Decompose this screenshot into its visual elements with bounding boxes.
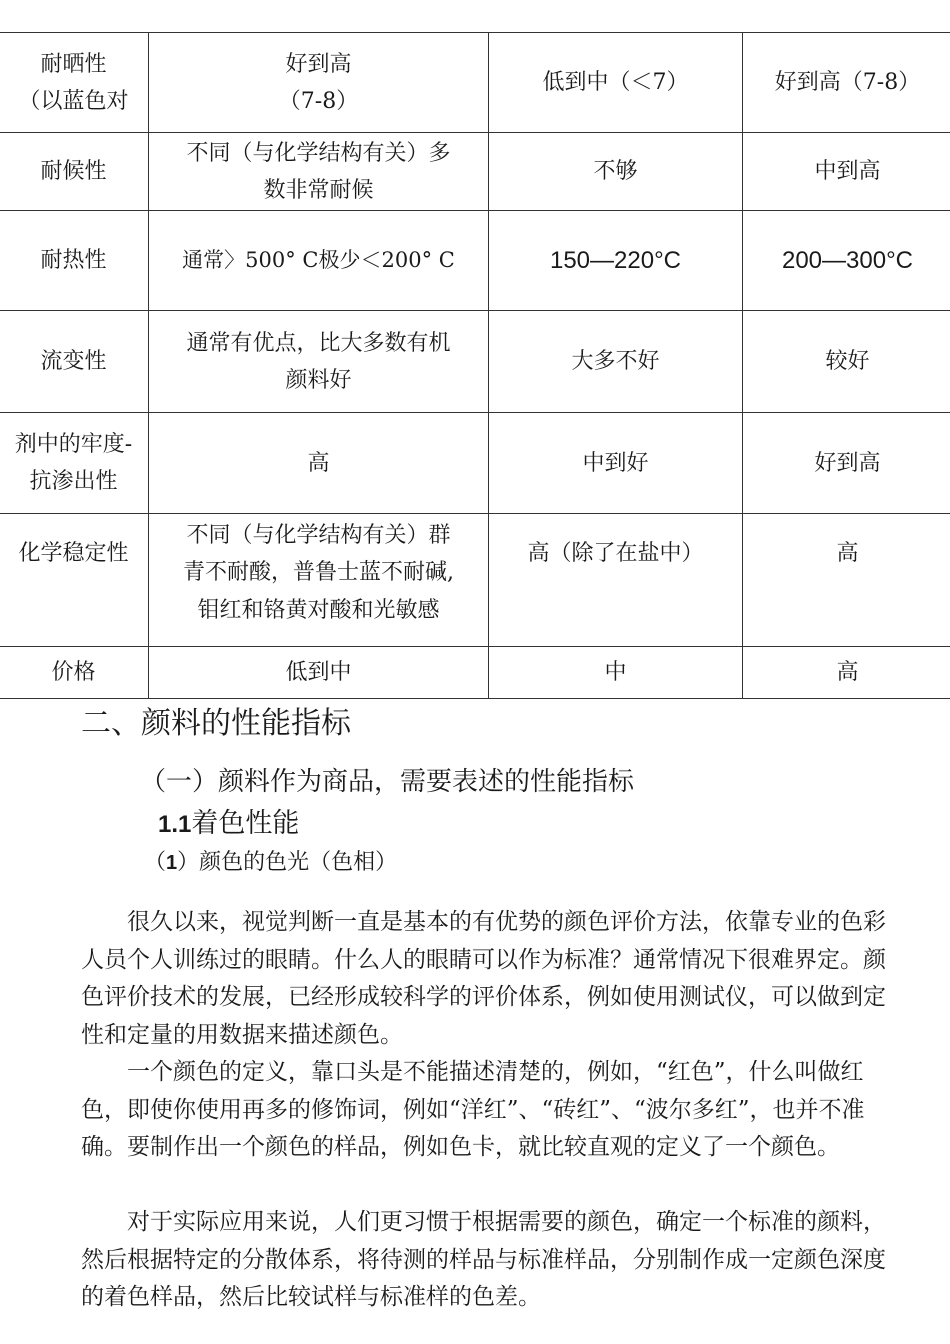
cell-line: 青不耐酸，普鲁士蓝不耐碱, [183, 559, 454, 585]
table-row-chemical-stability [0, 514, 950, 594]
row-label-empty [0, 594, 149, 647]
inorganic-value: 通常〉500° C极少＜200° C [149, 211, 489, 311]
row-label [0, 413, 149, 514]
item-heading [144, 846, 397, 880]
organic-value: 低到中（＜7） [489, 33, 743, 133]
row-label: 耐热性 [0, 211, 149, 311]
pigment-property-table [0, 32, 950, 699]
row-label: 价格 [0, 647, 149, 699]
table-row-price [0, 647, 950, 699]
organic-value: 不够 [489, 133, 743, 211]
organic-value: 大多不好 [489, 311, 743, 413]
sub-subsection-text: 着色性能 [191, 808, 300, 839]
cell-line: （7-8） [278, 88, 359, 114]
cell-line: 颜料好 [285, 367, 352, 393]
table-row-weather-resistance [0, 133, 950, 211]
cell-line: 好到高 [285, 51, 352, 77]
inorganic-value: 低到中 [149, 647, 489, 699]
organic-value: 中 [489, 647, 743, 699]
inorganic-value [149, 33, 489, 133]
inorganic-value-continued: 钼红和铬黄对酸和光敏感 [149, 594, 489, 647]
organic-value-empty [489, 594, 743, 647]
table-row-solvent-fastness [0, 413, 950, 514]
row-label-line: 剂中的牢度- [14, 432, 133, 457]
high-grade-value: 好到高 [743, 413, 950, 514]
row-label-line: （以蓝色对 [18, 88, 129, 114]
cell-line: 通常有优点，比大多数有机 [186, 330, 451, 356]
cell-line: 不同（与化学结构有关）多 [186, 140, 451, 166]
table-row-rheology [0, 311, 950, 413]
subsection-heading: （一）颜料作为商品，需要表述的性能指标 [140, 767, 635, 797]
row-label [0, 33, 149, 133]
row-label: 化学稳定性 [0, 514, 149, 594]
table-row-lightfastness [0, 33, 950, 133]
high-grade-value: 高 [743, 514, 950, 594]
item-text: ）颜色的色光（色相） [177, 850, 398, 875]
section-heading: 二、颜料的性能指标 [81, 706, 351, 741]
cell-line: 数非常耐候 [263, 177, 374, 203]
high-grade-value: 中到高 [743, 133, 950, 211]
body-paragraph: 对于实际应用来说，人们更习惯于根据需要的颜色，确定一个标准的颜料，然后根据特定的分散体系，将待测的样品与标准样品，分别制作成一定颜色深度的着色样品，然后比较试样与标准样的色差。 [81, 1209, 886, 1310]
cell-line: 不同（与化学结构有关）群 [186, 522, 451, 548]
body-paragraph: 一个颜色的定义，靠口头是不能描述清楚的，例如，“红色”，什么叫做红色，即使你使用再多的修饰词，例如“洋红”、“砖红”、“波尔多红”，也并不准确。要制作出一个颜色的样品，例如色卡，就比较直观的定义了一个颜色。 [81, 1059, 865, 1160]
row-label: 流变性 [0, 311, 149, 413]
high-grade-value: 好到高（7-8） [743, 33, 950, 133]
high-grade-value-empty [743, 594, 950, 647]
high-grade-value: 较好 [743, 311, 950, 413]
item-open-paren: （ [144, 850, 167, 875]
high-grade-value: 高 [743, 647, 950, 699]
inorganic-value [149, 514, 489, 594]
sub-subsection-number: 1.1 [158, 811, 192, 838]
organic-value: 高（除了在盐中） [489, 514, 743, 594]
inorganic-value [149, 133, 489, 211]
organic-value: 中到好 [489, 413, 743, 514]
inorganic-value [149, 311, 489, 413]
sub-subsection-heading [158, 806, 299, 843]
table-row-heat-resistance [0, 211, 950, 311]
row-label: 耐候性 [0, 133, 149, 211]
table-row-chemical-stability-continued [0, 594, 950, 647]
row-label-line: 耐晒性 [40, 51, 107, 77]
organic-value: 150—220°C [489, 211, 743, 311]
high-grade-value: 200—300°C [743, 211, 950, 311]
item-number: 1 [166, 852, 178, 874]
inorganic-value: 高 [149, 413, 489, 514]
body-paragraph: 很久以来，视觉判断一直是基本的有优势的颜色评价方法，依靠专业的色彩人员个人训练过的眼睛。什么人的眼睛可以作为标准？通常情况下很难界定。颜色评价技术的发展，已经形成较科学的评价体系，例如使用测试仪，可以做到定性和定量的用数据来描述颜色。 [81, 909, 886, 1048]
row-label-line: 抗渗出性 [29, 469, 118, 494]
